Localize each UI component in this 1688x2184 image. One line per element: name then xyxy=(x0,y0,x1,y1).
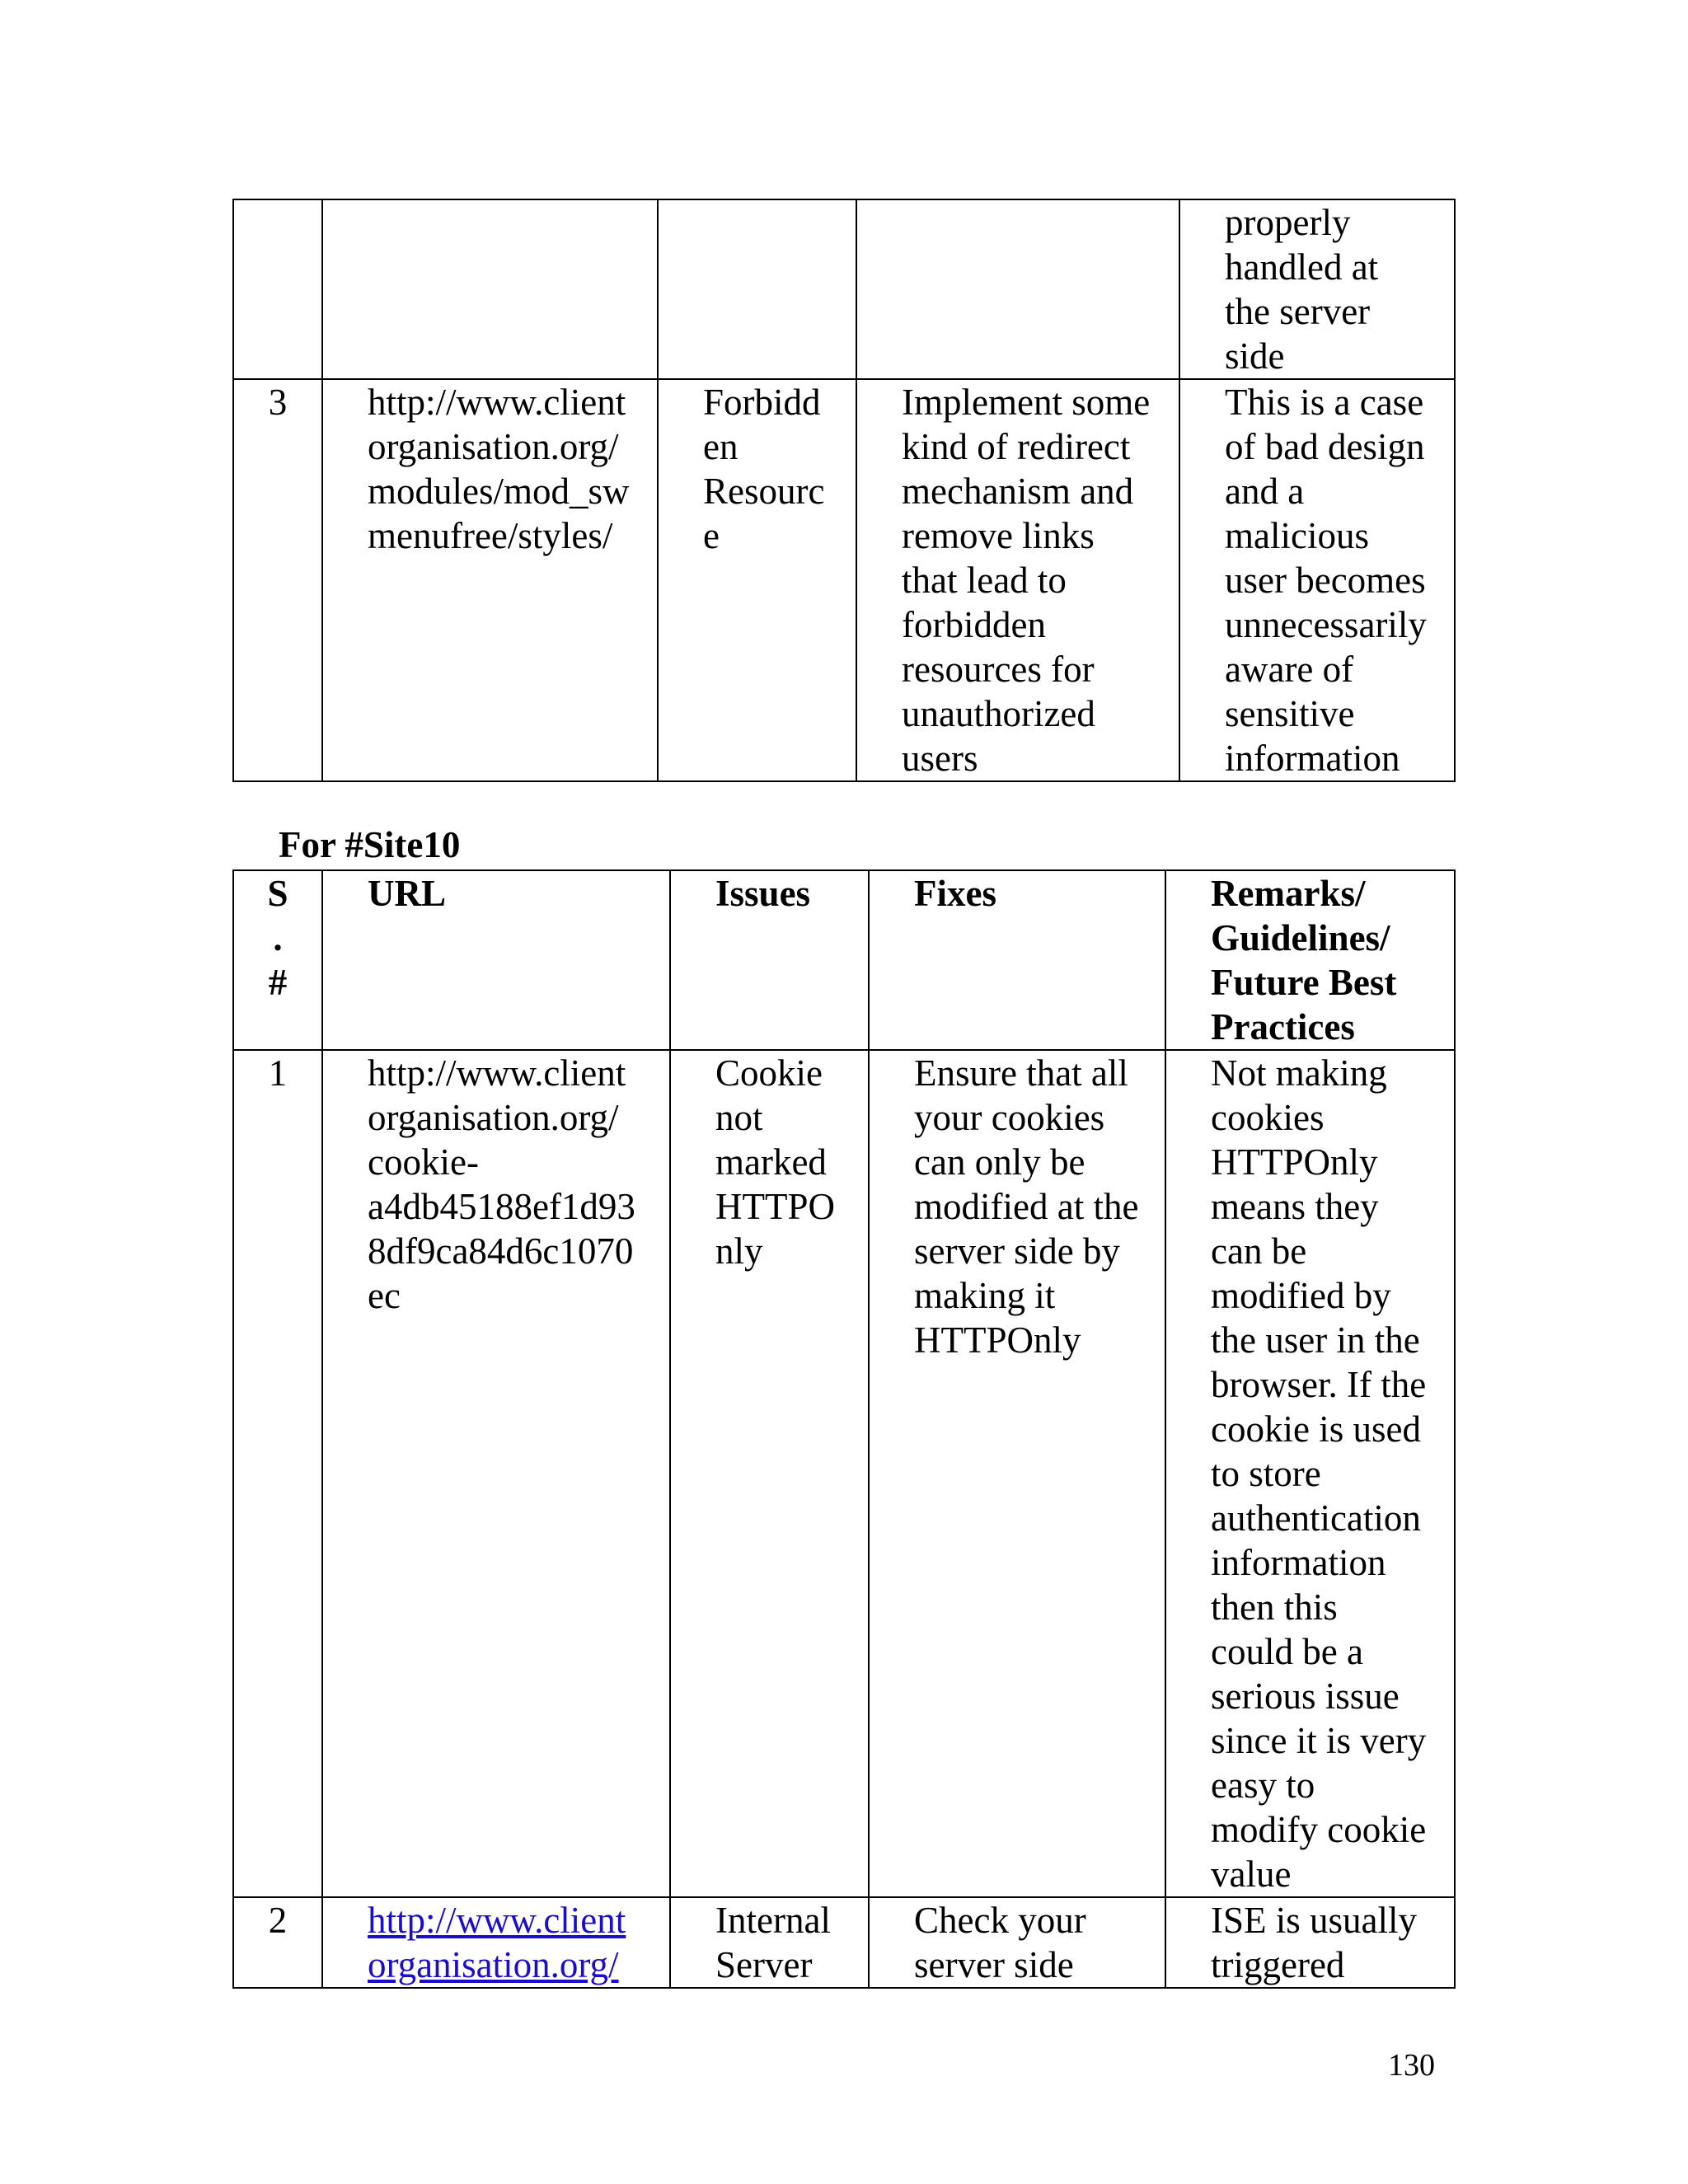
remark-line: the user in the xyxy=(1211,1319,1420,1361)
table-row xyxy=(233,1897,1455,1988)
fix-line: Check your xyxy=(914,1900,1086,1941)
remark-line: of bad design xyxy=(1225,426,1425,467)
header-line: . xyxy=(273,917,283,958)
fix-line: unauthorized xyxy=(902,693,1095,734)
issue-cell xyxy=(670,1050,869,1897)
issue-line: Cookie xyxy=(715,1052,823,1094)
remark-line: modify cookie xyxy=(1211,1809,1427,1850)
fix-line: Implement some xyxy=(902,382,1151,423)
header-line: Future Best xyxy=(1211,962,1397,1003)
remark-line: and a xyxy=(1225,471,1305,512)
remark-line: cookies xyxy=(1211,1097,1325,1138)
serial-number-cell xyxy=(233,199,322,379)
header-line: Remarks/ xyxy=(1211,873,1366,914)
issue-line: Forbidd xyxy=(703,382,821,423)
remark-line: value xyxy=(1211,1854,1292,1895)
url-line: organisation.org/ xyxy=(368,426,619,467)
remark-line: information xyxy=(1211,1542,1386,1583)
fix-line: your cookies xyxy=(914,1097,1105,1138)
site10-findings-table xyxy=(232,869,1456,1989)
fix-line: making it xyxy=(914,1275,1056,1316)
remark-line: information xyxy=(1225,738,1400,779)
issue-cell xyxy=(658,379,856,781)
issue-line: Resourc xyxy=(703,471,825,512)
issue-cell xyxy=(658,199,856,379)
fix-line: users xyxy=(902,738,978,779)
fix-line: kind of redirect xyxy=(902,426,1131,467)
remark-line: authentication xyxy=(1211,1497,1421,1539)
remarks-header xyxy=(1165,870,1455,1050)
remark-line: could be a xyxy=(1211,1631,1363,1672)
fix-line: can only be xyxy=(914,1141,1085,1183)
remark-line: serious issue xyxy=(1211,1675,1400,1717)
fix-line: modified at the xyxy=(914,1186,1139,1227)
remark-line: ISE is usually xyxy=(1211,1900,1418,1941)
url-line: modules/mod_sw xyxy=(368,471,630,512)
remark-line: handled at xyxy=(1225,246,1379,288)
fix-line: remove links xyxy=(902,515,1095,556)
fix-line: server side xyxy=(914,1944,1074,1985)
issue-line: HTTPO xyxy=(715,1186,835,1227)
remark-line: then this xyxy=(1211,1586,1338,1628)
url-cell xyxy=(322,379,658,781)
url-line: ec xyxy=(368,1275,401,1316)
remark-line: aware of xyxy=(1225,649,1354,690)
fix-line: forbidden xyxy=(902,604,1046,645)
issue-cell xyxy=(670,1897,869,1988)
remark-line: means they xyxy=(1211,1186,1379,1227)
issue-line: not xyxy=(715,1097,763,1138)
fix-cell xyxy=(869,1897,1165,1988)
fix-cell xyxy=(869,1050,1165,1897)
url-cell xyxy=(322,199,658,379)
url-header: URL xyxy=(322,870,670,1050)
table-row xyxy=(233,1050,1455,1897)
remark-line: properly xyxy=(1225,202,1351,243)
serial-number-cell: 3 xyxy=(233,379,322,781)
url-line: organisation.org/ xyxy=(368,1097,619,1138)
remark-line: since it is very xyxy=(1211,1720,1427,1761)
issue-line: en xyxy=(703,426,738,467)
remark-line: side xyxy=(1225,335,1285,377)
continued-findings-table xyxy=(232,199,1456,782)
table-row xyxy=(233,379,1455,781)
url-line: a4db45188ef1d93 xyxy=(368,1186,635,1227)
header-line: Guidelines/ xyxy=(1211,917,1390,958)
remark-line: Not making xyxy=(1211,1052,1387,1094)
serial-number-cell: 2 xyxy=(233,1897,322,1988)
remark-line: This is a case xyxy=(1225,382,1424,423)
fix-line: server side by xyxy=(914,1230,1120,1272)
issue-line: nly xyxy=(715,1230,763,1272)
serial-number-header xyxy=(233,870,322,1050)
url-line: menufree/styles/ xyxy=(368,515,613,556)
page-number: 130 xyxy=(1388,2048,1435,2083)
remark-cell xyxy=(1165,1897,1455,1988)
fix-cell xyxy=(856,379,1179,781)
remark-line: sensitive xyxy=(1225,693,1355,734)
url-link[interactable]: organisation.org/ xyxy=(368,1944,619,1985)
issues-header: Issues xyxy=(670,870,869,1050)
fix-line: resources for xyxy=(902,649,1095,690)
table-header-row xyxy=(233,870,1455,1050)
remark-line: the server xyxy=(1225,291,1371,332)
url-line: http://www.client xyxy=(368,382,626,423)
header-line: Practices xyxy=(1211,1006,1355,1047)
table-row xyxy=(233,199,1455,379)
remark-line: HTTPOnly xyxy=(1211,1141,1378,1183)
issue-line: marked xyxy=(715,1141,827,1183)
remark-line: triggered xyxy=(1211,1944,1345,1985)
remark-cell xyxy=(1179,199,1455,379)
issue-line: Internal xyxy=(715,1900,831,1941)
url-link[interactable]: http://www.client xyxy=(368,1900,626,1941)
section-heading: For #Site10 xyxy=(279,824,461,865)
fix-line: mechanism and xyxy=(902,471,1134,512)
fix-line: HTTPOnly xyxy=(914,1319,1081,1361)
serial-number-cell: 1 xyxy=(233,1050,322,1897)
remark-line: malicious xyxy=(1225,515,1369,556)
url-line: cookie- xyxy=(368,1141,479,1183)
header-line: S xyxy=(267,873,288,914)
fix-line: that lead to xyxy=(902,560,1067,601)
remark-line: to store xyxy=(1211,1453,1321,1494)
url-cell xyxy=(322,1050,670,1897)
remark-line: modified by xyxy=(1211,1275,1391,1316)
remark-line: cookie is used xyxy=(1211,1408,1421,1450)
url-cell xyxy=(322,1897,670,1988)
remark-cell xyxy=(1179,379,1455,781)
remark-line: can be xyxy=(1211,1230,1307,1272)
remark-line: easy to xyxy=(1211,1765,1315,1806)
header-line: # xyxy=(268,962,288,1003)
url-line: 8df9ca84d6c1070 xyxy=(368,1230,634,1272)
remark-line: unnecessarily xyxy=(1225,604,1427,645)
fix-cell xyxy=(856,199,1179,379)
url-line: http://www.client xyxy=(368,1052,626,1094)
issue-line: Server xyxy=(715,1944,813,1985)
remark-cell xyxy=(1165,1050,1455,1897)
issue-line: e xyxy=(703,515,720,556)
remark-line: browser. If the xyxy=(1211,1364,1427,1405)
remark-line: user becomes xyxy=(1225,560,1426,601)
fixes-header: Fixes xyxy=(869,870,1165,1050)
fix-line: Ensure that all xyxy=(914,1052,1128,1094)
